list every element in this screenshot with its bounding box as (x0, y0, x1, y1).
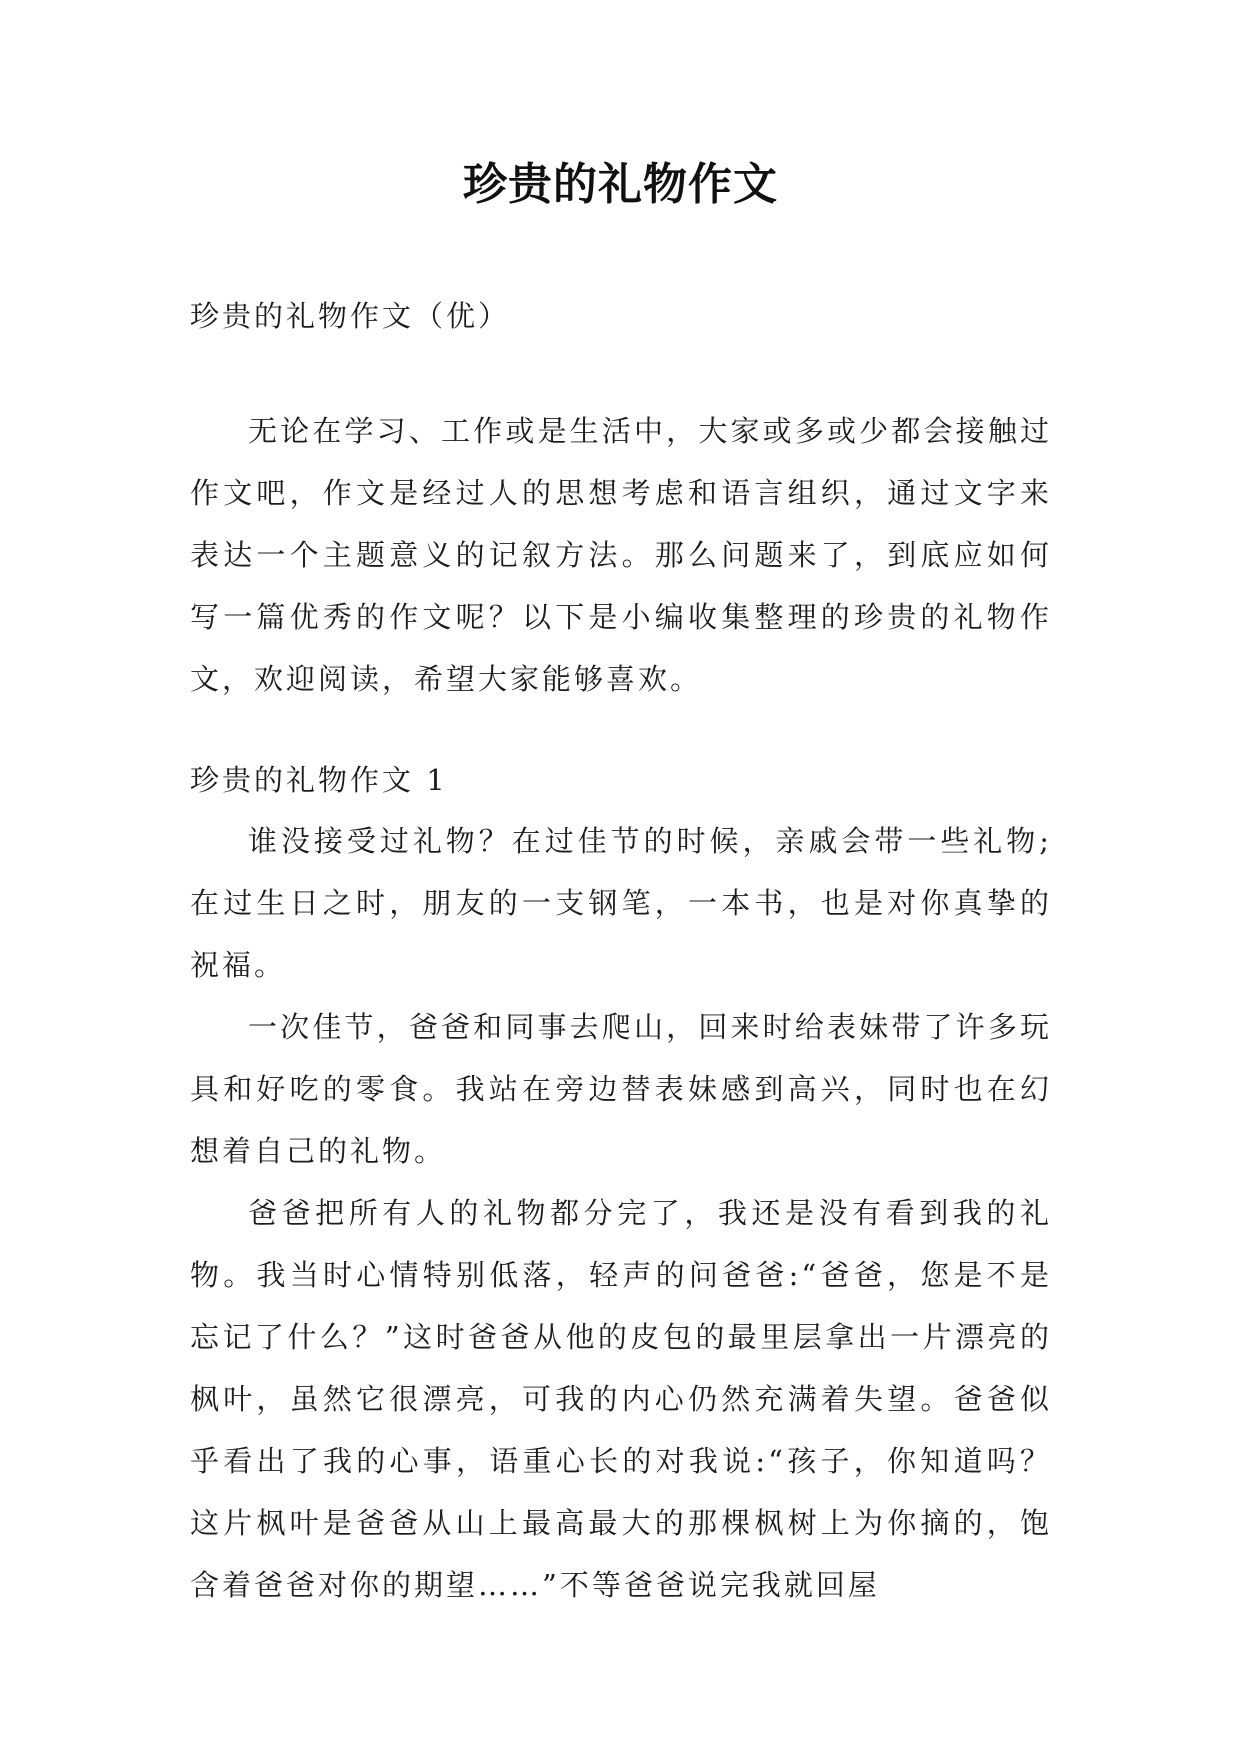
essay-paragraph: 谁没接受过礼物？在过佳节的时候，亲戚会带一些礼物;在过生日之时，朋友的一支钢笔，一本书，也是对你真挚的祝福。 (190, 824, 1052, 982)
intro-paragraph: 无论在学习、工作或是生活中，大家或多或少都会接触过作文吧，作文是经过人的思想考虑和语言组织，通过文字来表达一个主题意义的记叙方法。那么问题来了，到底应如何写一篇优秀的作文呢？以下是小编收集整理的珍贵的礼物作文，欢迎阅读，希望大家能够喜欢。 (190, 414, 1052, 696)
document-title: 珍贵的礼物作文 (463, 159, 778, 210)
essay-section (190, 810, 1052, 1616)
document-subtitle: 珍贵的礼物作文（优） (190, 299, 511, 333)
essay-paragraph: 爸爸把所有人的礼物都分完了，我还是没有看到我的礼物。我当时心情特别低落，轻声的问爸爸:“爸爸，您是不是忘记了什么？”这时爸爸从他的皮包的最里层拿出一片漂亮的枫叶，虽然它很漂亮，可我的内心仍然充满着失望。爸爸似乎看出了我的心事，语重心长的对我说:“孩子，你知道吗？这片枫叶是爸爸从山上最高最大的那棵枫树上为你摘的，饱含着爸爸对你的期望……”不等爸爸说完我就回屋 (190, 1196, 1052, 1602)
intro-section (190, 400, 1052, 710)
essay-heading: 珍贵的礼物作文 1 (190, 763, 448, 797)
essay-paragraph: 一次佳节，爸爸和同事去爬山，回来时给表妹带了许多玩具和好吃的零食。我站在旁边替表妹感到高兴，同时也在幻想着自己的礼物。 (190, 1010, 1052, 1168)
